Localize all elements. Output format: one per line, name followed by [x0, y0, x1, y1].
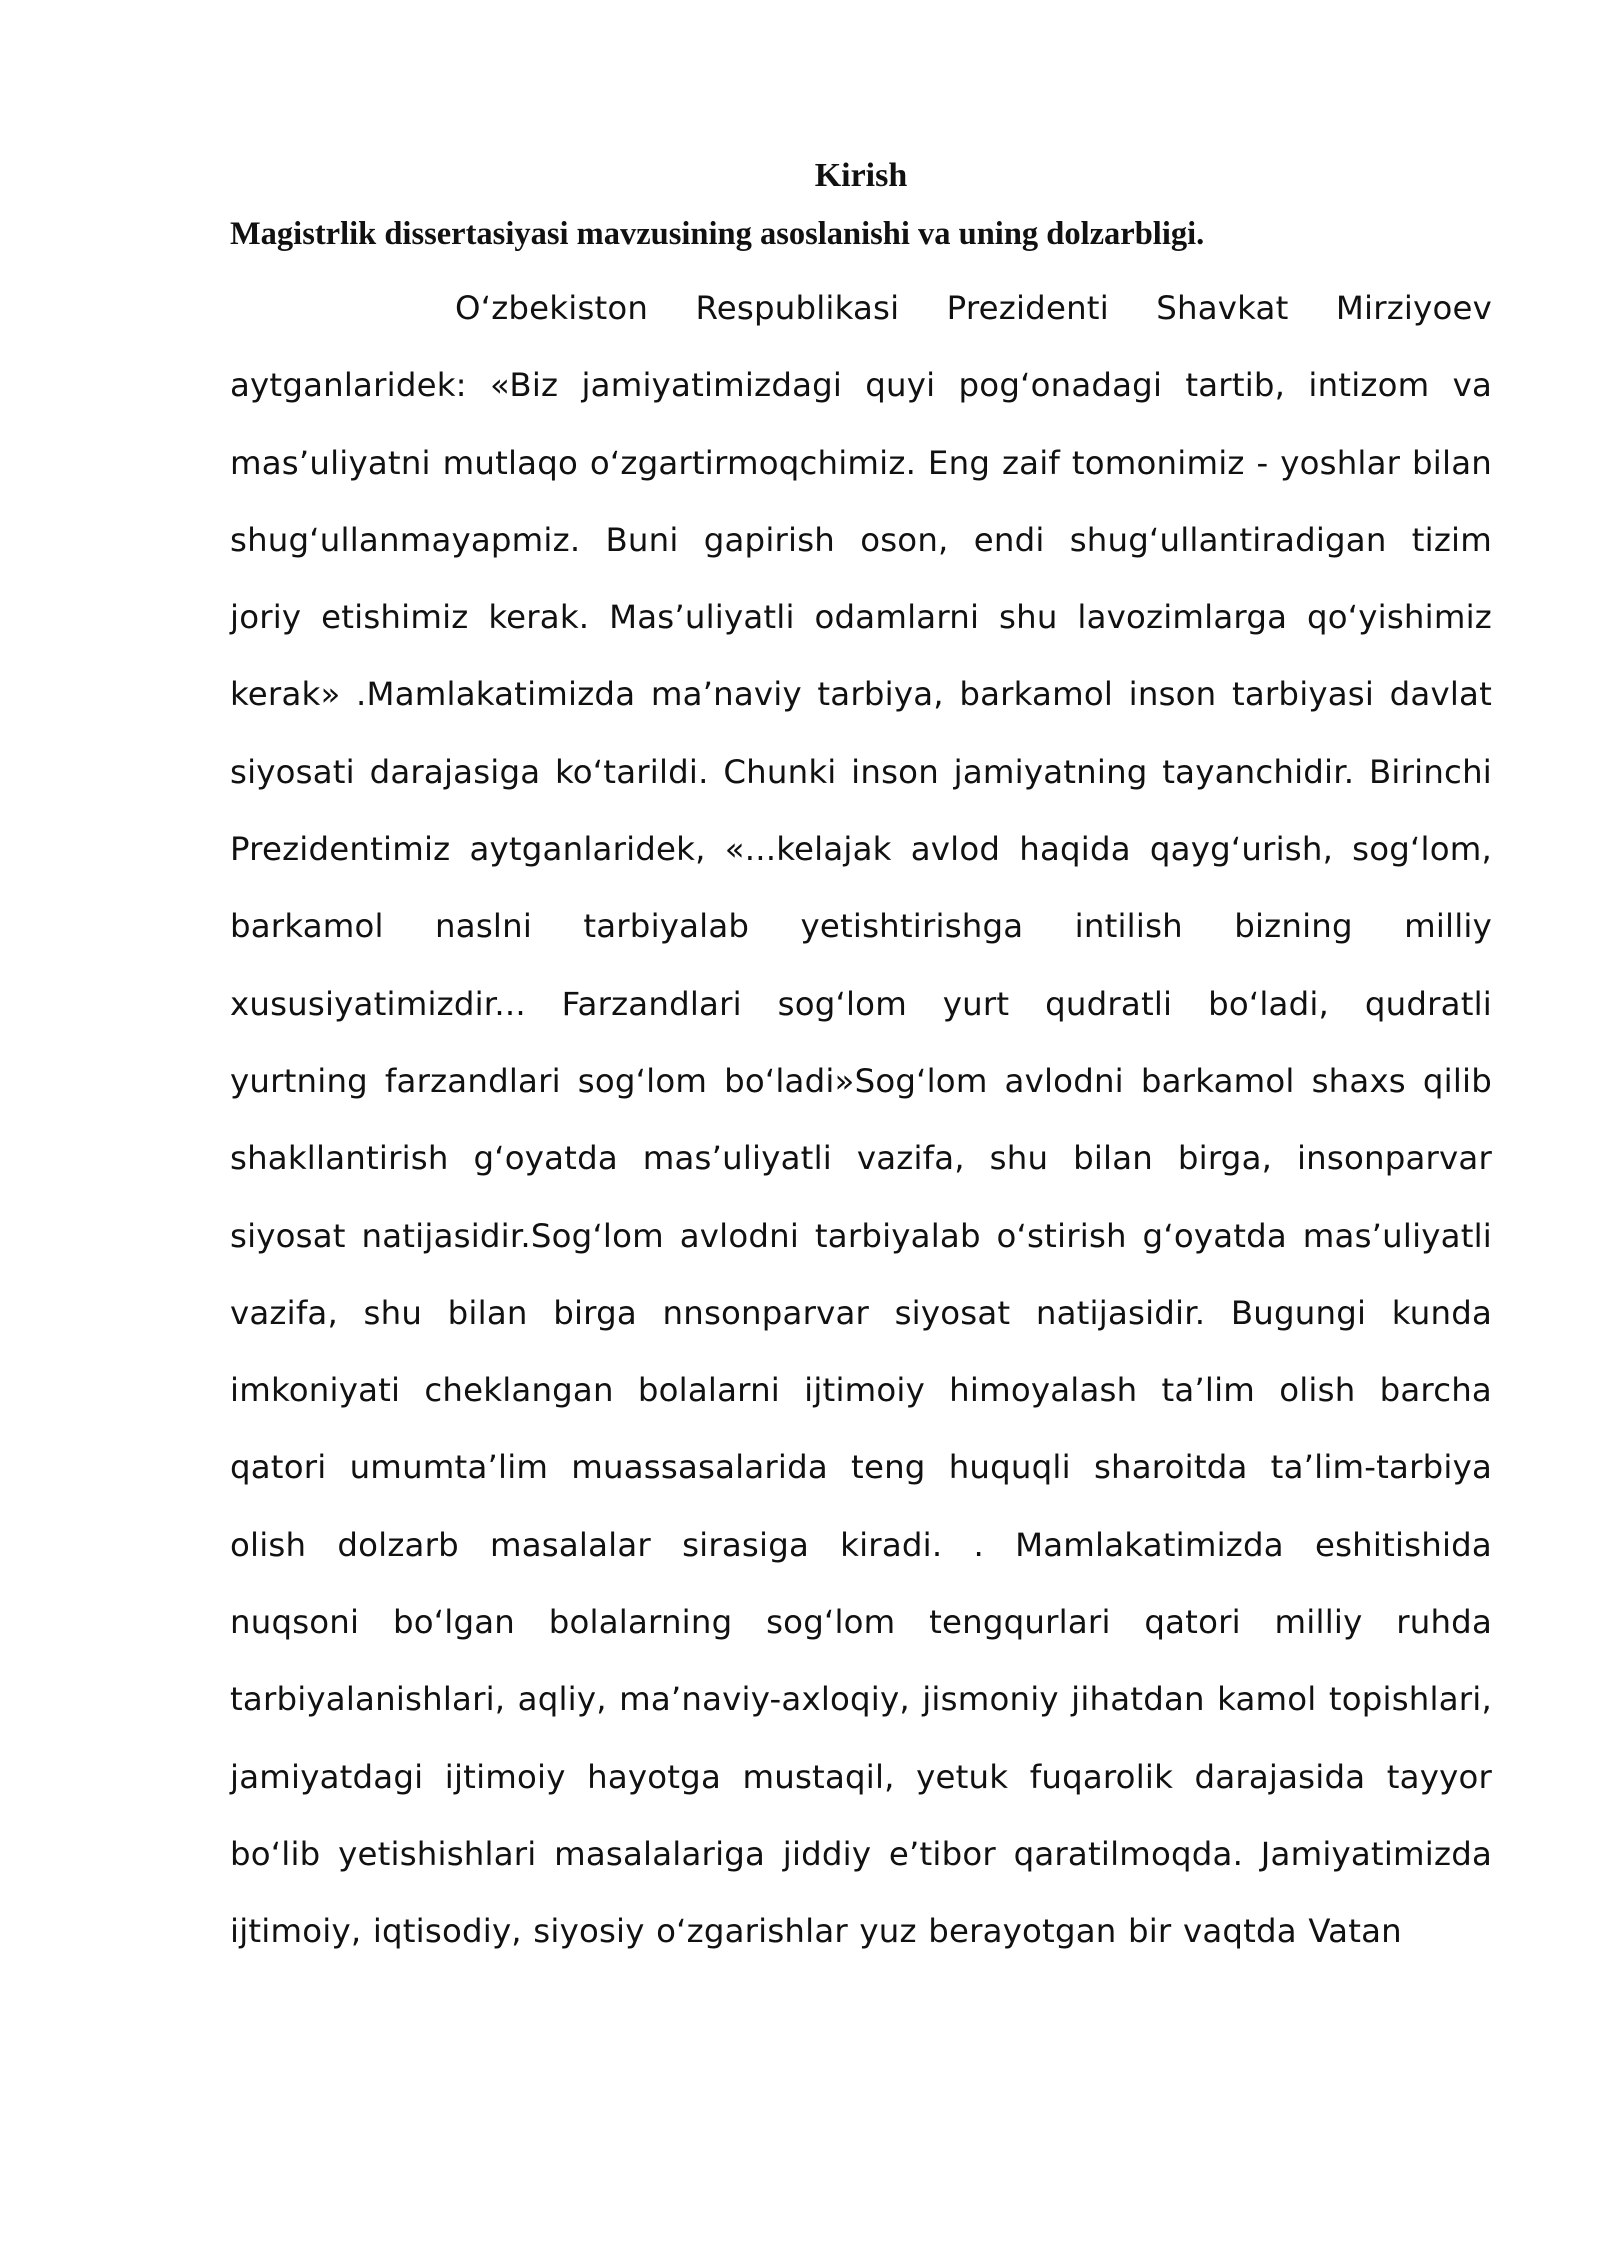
body-paragraph: O‘zbekiston Respublikasi Prezidenti Shavkat Mirziyoev aytganlaridek: «Biz jamiyatimizdagi quyi pog‘onadagi tartib, intizom va mas’uliyatni mutlaqo o‘zgartirmoqchimiz. Eng zaif tomonimiz - yoshlar bilan shug‘ullanmayapmiz. Buni gapirish oson, endi shug‘ullantiradigan tizim joriy etishimiz kerak. Mas’uliyatli odamlarni shu lavozimlarga qo‘yishimiz kerak» .Mamlakatimizda ma’naviy tarbiya, barkamol inson tarbiyasi davlat siyosati darajasiga ko‘tarildi. Chunki inson jamiyatning tayanchidir. Birinchi Prezidentimiz aytganlaridek, «...kelajak avlod haqida qayg‘urish, sog‘lom, barkamol naslni tarbiyalab yetishtirishga intilish bizning milliy xususiyatimizdir... Farzandlari sog‘lom yurt qudratli bo‘ladi, qudratli yurtning farzandlari sog‘lom bo‘ladi»Sog‘lom avlodni barkamol shaxs qilib shakllantirish g‘oyatda mas’uliyatli vazifa, shu bilan birga, insonparvar siyosat natijasidir.Sog‘lom avlodni tarbiyalab o‘stirish g‘oyatda mas’uliyatli vazifa, shu bilan birga nnsonparvar siyosat natijasidir. Bugungi kunda imkoniyati cheklangan bolalarni ijtimoiy himoyalash ta’lim olish barcha qatori umumta’lim muassasalarida teng huquqli sharoitda ta’lim-tarbiya olish dolzarb masalalar sirasiga kiradi. . Mamlakatimizda eshitishida nuqsoni bo‘lgan bolalarning sog‘lom tengqurlari qatori milliy ruhda tarbiyalanishlari, aqliy, ma’naviy-axloqiy, jismoniy jihatdan kamol topishlari, jamiyatdagi ijtimoiy hayotga mustaqil, yetuk fuqarolik darajasida tayyor bo‘lib yetishishlari masalalariga jiddiy e’tibor qaratilmoqda. Jamiyatimizda ijtimoiy, iqtisodiy, siyosiy o‘zgarishlar yuz berayotgan bir vaqtda Vatan	[230, 289, 1492, 1951]
page-title: Kirish	[814, 157, 908, 194]
page-content	[230, 150, 1492, 1971]
section-heading: Magistrlik dissertasiyasi mavzusining asoslanishi va uning dolzarbligi.	[230, 216, 1205, 252]
